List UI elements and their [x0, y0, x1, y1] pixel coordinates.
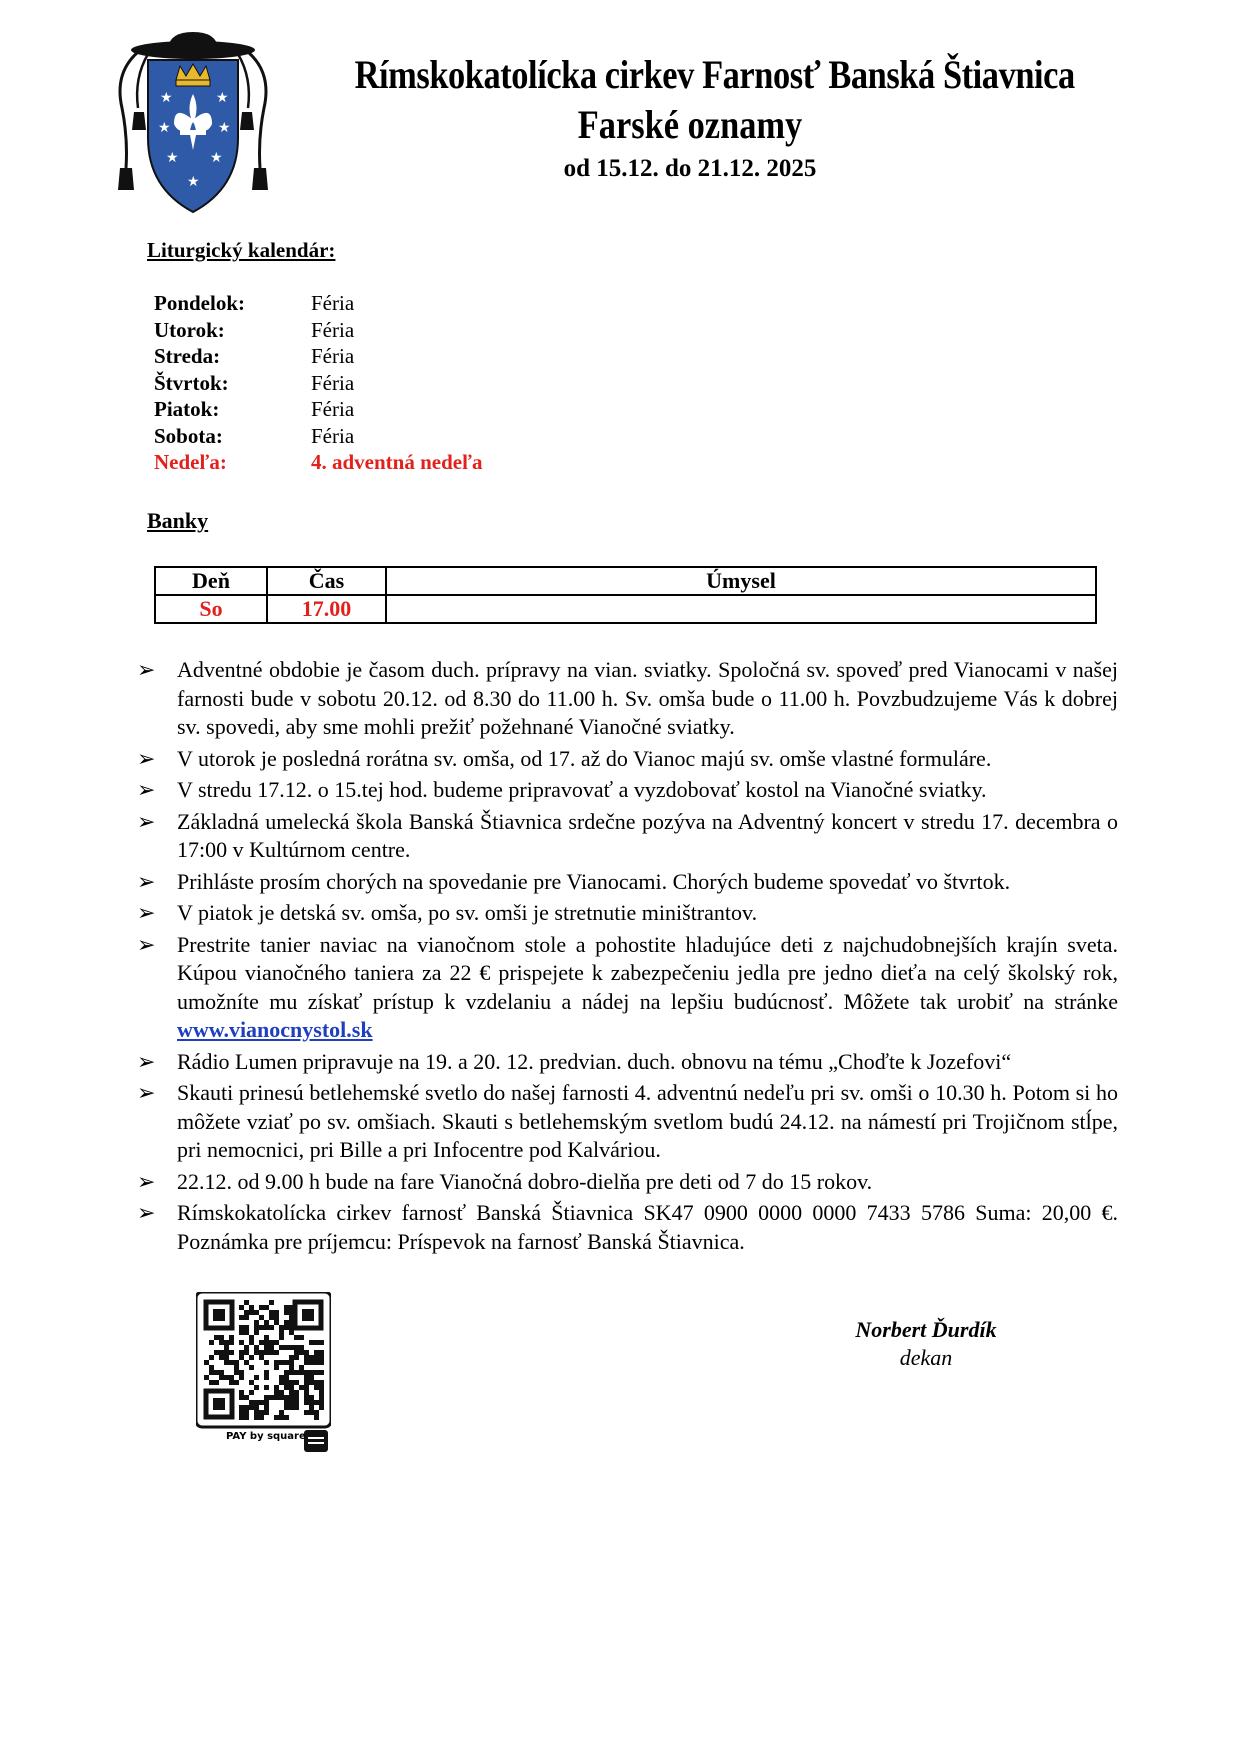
- day-label: Štvrtok:: [154, 370, 229, 395]
- list-item: [133, 656, 1118, 742]
- day-value: 4. adventná nedeľa: [311, 450, 483, 474]
- svg-text:★: ★: [166, 150, 179, 166]
- announcement-text: Adventné obdobie je časom duch. prípravy na vian. sviatky. Spoločná sv. spoveď pred Vianocami v našej farnosti bude v sobotu 20.12. od 8.30 do 11.00 h. Sv. omša bude o 11.00 h. Povzbudzujeme Vás k dobrej sv. spovedi, aby sme mohli prežiť požehnané Vianočné sviatky.: [177, 657, 1118, 739]
- list-item: [133, 1079, 1118, 1165]
- list-item: [133, 899, 1118, 928]
- arrow-bullet-icon: ➢: [137, 868, 156, 894]
- signature-name: Norbert Ďurdík: [855, 1317, 997, 1342]
- page-title: Rímskokatolícka cirkev Farnosť Banská Štiavnica: [354, 52, 1075, 97]
- day-value: Féria: [311, 423, 355, 448]
- page-subtitle: Farské oznamy: [577, 102, 803, 147]
- announcement-text: V utorok je posledná rorátna sv. omša, od 17. až do Vianoc majú sv. omše vlastné formuláre.: [177, 745, 992, 771]
- pay-by-square-label: PAY by square: [226, 1431, 306, 1442]
- arrow-bullet-icon: ➢: [137, 1168, 156, 1194]
- table-header-row: [155, 567, 1096, 595]
- announcement-text: Skauti prinesú betlehemské svetlo do našej farnosti 4. adventnú nedeľu pri sv. omši o 10.30 h. Potom si ho môžete vziať po sv. omšiach. Skauti s betlehemským svetlom budú 24.12. na námestí pri Trojičnom stĺpe, pri nemocnici, pri Bille a pri Infocentre pod Kalváriou.: [177, 1080, 1118, 1162]
- arrow-bullet-icon: ➢: [137, 777, 156, 802]
- day-label: Sobota:: [154, 423, 223, 448]
- announcement-text: Rímskokatolícka cirkev farnosť Banská Štiavnica SK47 0900 0000 0000 7433 5786 Suma: 20,00 €. Poznámka pre príjemcu: Príspevok na farnosť Banská Štiavnica.: [177, 1200, 1118, 1254]
- announcement-text: V stredu 17.12. o 15.tej hod. budeme pripravovať a vyzdobovať kostol na Vianočné sviatky.: [177, 777, 987, 802]
- list-item: [154, 449, 482, 476]
- announcement-text: V piatok je detská sv. omša, po sv. omši je stretnutie miništrantov.: [177, 900, 758, 925]
- day-value: Féria: [311, 397, 355, 421]
- announcement-text: Rádio Lumen pripravuje na 19. a 20. 12. predvian. duch. obnovu na tému „Choďte k Jozefovi“: [177, 1048, 1012, 1074]
- svg-text:★: ★: [158, 120, 171, 136]
- arrow-bullet-icon: ➢: [137, 900, 156, 925]
- svg-text:★: ★: [187, 174, 200, 190]
- list-item: [154, 423, 482, 450]
- arrow-bullet-icon: ➢: [137, 808, 156, 834]
- day-label: Pondelok:: [154, 291, 246, 315]
- list-item: [154, 396, 482, 423]
- qr-code-icon[interactable]: [196, 1292, 331, 1454]
- arrow-bullet-icon: ➢: [137, 745, 156, 771]
- svg-text:★: ★: [218, 120, 231, 136]
- day-label: Nedeľa:: [154, 450, 227, 474]
- day-value: Féria: [311, 291, 355, 315]
- list-item: [133, 776, 1118, 805]
- svg-text:★: ★: [160, 90, 173, 106]
- list-item: [133, 868, 1118, 897]
- table-cell: 17.00: [267, 595, 386, 623]
- list-item: [133, 1199, 1118, 1256]
- day-value: Féria: [311, 370, 355, 395]
- banky-table: [154, 566, 1097, 624]
- day-value: Féria: [311, 344, 355, 368]
- list-item: [154, 317, 482, 344]
- announcement-text: Základná umelecká škola Banská Štiavnica srdečne pozýva na Adventný koncert v stredu 17. decembra o 17:00 v Kultúrnom centre.: [177, 808, 1118, 862]
- liturgical-list: [154, 290, 482, 476]
- arrow-bullet-icon: ➢: [137, 931, 156, 957]
- arrow-bullet-icon: ➢: [137, 1048, 156, 1074]
- table-cell: [386, 595, 1096, 623]
- list-item: [154, 370, 482, 397]
- list-item: [133, 1048, 1118, 1077]
- column-header: Čas: [267, 567, 386, 595]
- table-cell: So: [155, 595, 267, 623]
- list-item: [133, 808, 1118, 865]
- list-item: [133, 931, 1118, 1045]
- day-label: Streda:: [154, 344, 221, 368]
- column-header: Deň: [155, 567, 267, 595]
- arrow-bullet-icon: ➢: [137, 1200, 156, 1225]
- table-row: [155, 595, 1096, 623]
- arrow-bullet-icon: ➢: [137, 1080, 156, 1105]
- announcement-text: 22.12. od 9.00 h bude na fare Vianočná dobro-dielňa pre deti od 7 do 15 rokov.: [177, 1168, 873, 1194]
- card-icon: [304, 1430, 328, 1452]
- day-label: Utorok:: [154, 317, 225, 342]
- day-value: Féria: [311, 317, 355, 342]
- vianocnystol-link[interactable]: www.vianocnystol.sk: [177, 1017, 373, 1042]
- announcement-text: Prestrite tanier naviac na vianočnom stole a pohostite hladujúce deti z najchudobnejších krajín sveta. Kúpou vianočného taniera za 22 € prispejete k zabezpečeniu jedla pre jedno dieťa na celý školský rok, umožníte mu získať prístup k vzdelaniu a nádej na lepšiu budúcnosť. Môžete tak urobiť na stránke: [177, 931, 1118, 1014]
- banky-heading: Banky: [147, 508, 209, 533]
- list-item: [133, 745, 1118, 774]
- svg-text:★: ★: [210, 150, 223, 166]
- announcements: [133, 656, 1118, 1259]
- list-item: [154, 343, 482, 370]
- arrow-bullet-icon: ➢: [137, 657, 156, 682]
- date-range: od 15.12. do 21.12. 2025: [563, 155, 817, 182]
- header: [300, 50, 1080, 186]
- column-header: Úmysel: [386, 567, 1096, 595]
- list-item: [154, 290, 482, 317]
- announcement-text: Prihláste prosím chorých na spovedanie pre Vianocami. Chorých budeme spovedať vo štvrtok.: [177, 868, 1011, 894]
- signature-role: dekan: [899, 1345, 953, 1370]
- svg-text:★: ★: [216, 90, 229, 106]
- coat-of-arms-icon: [108, 28, 278, 218]
- signature: [826, 1316, 1026, 1372]
- day-label: Piatok:: [154, 397, 220, 421]
- list-item: [133, 1168, 1118, 1197]
- liturgical-heading: Liturgický kalendár:: [147, 238, 336, 262]
